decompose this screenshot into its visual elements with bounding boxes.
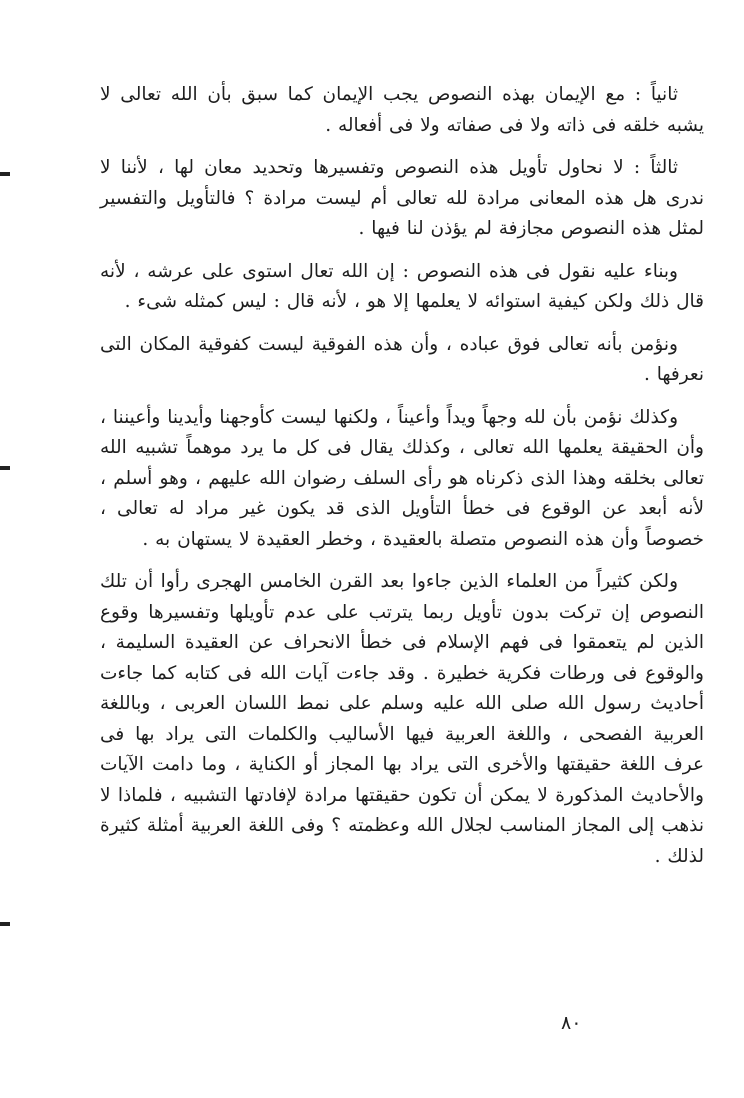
margin-tick — [0, 922, 10, 926]
margin-tick — [0, 172, 10, 176]
paragraph-salaf-view: وكذلك نؤمن بأن لله وجهاً ويداً وأعيناً ، ولكنها ليست كأوجهنا وأيدينا وأعيننا ، وأن الحقيقة يعلمها الله تعالى ، وكذلك يقال فى كل ما يرد موهماً تشبيه الله تعالى بخلقه وهذا الذى ذكرناه هو رأى السلف رضوان الله عليهم ، وهو أسلم ، لأنه أبعد عن الوقوع فى خطأ التأويل الذى قد يكون غير مراد له تعالى ، خصوصاً وأن هذه النصوص متصلة بالعقيدة ، وخطر العقيدة لا يستهان به . — [100, 406, 704, 550]
paragraph-tawil: ولكن كثيراً من العلماء الذين جاءوا بعد القرن الخامس الهجرى رأوا أن تلك النصوص إن تركت بدون تأويل ربما يترتب على عدم تأويلها وتفسيرها وقوع الذين لم يتعمقوا فى فهم الإسلام فى خطأ الانحراف عن العقيدة السليمة ، والوقوع فى ورطات فكرية خطيرة . وقد جاءت آيات الله فى كتابه كما جاءت أحاديث رسول الله صلى الله عليه وسلم على نمط اللسان العربى ، وباللغة العربية الفصحى ، واللغة العربية فيها الأساليب والكلمات التى يراد بها فى عرف اللغة حقيقتها والأخرى التى يراد بها المجاز أو الكناية ، وما دامت الآيات والأحاديث المذكورة لا يمكن أن تكون حقيقتها مرادة لإفادتها التشبيه ، فلماذا لا نذهب إلى المجاز المناسب لجلال الله وعظمته ؟ وفى اللغة العربية أمثلة كثيرة لذلك . — [100, 571, 704, 867]
page-number: ٨٠ — [561, 1012, 582, 1034]
paragraph-thirdly: ثالثاً : لا نحاول تأويل هذه النصوص وتفسيرها وتحديد معان لها ، لأننا لا ندرى هل هذه المعانى مرادة لله تعالى أم ليست مرادة ؟ فالتأويل والتفسير لمثل هذه النصوص مجازفة لم يؤذن لنا فيها . — [100, 157, 704, 239]
paragraph-istiwa: وبناء عليه نقول فى هذه النصوص : إن الله تعال استوى على عرشه ، لأنه قال ذلك ولكن كيفية استوائه لا يعلمها إلا هو ، لأنه قال : ليس كمثله شىء . — [100, 260, 704, 312]
paragraph-fawqiyya: ونؤمن بأنه تعالى فوق عباده ، وأن هذه الفوقية ليست كفوقية المكان التى نعرفها . — [100, 333, 704, 385]
margin-tick — [0, 466, 10, 470]
body-text — [100, 80, 704, 872]
paragraph-secondly: ثانياً : مع الإيمان بهذه النصوص يجب الإيمان كما سبق بأن الله تعالى لا يشبه خلقه فى ذاته ولا فى صفاته ولا فى أفعاله . — [100, 84, 704, 136]
